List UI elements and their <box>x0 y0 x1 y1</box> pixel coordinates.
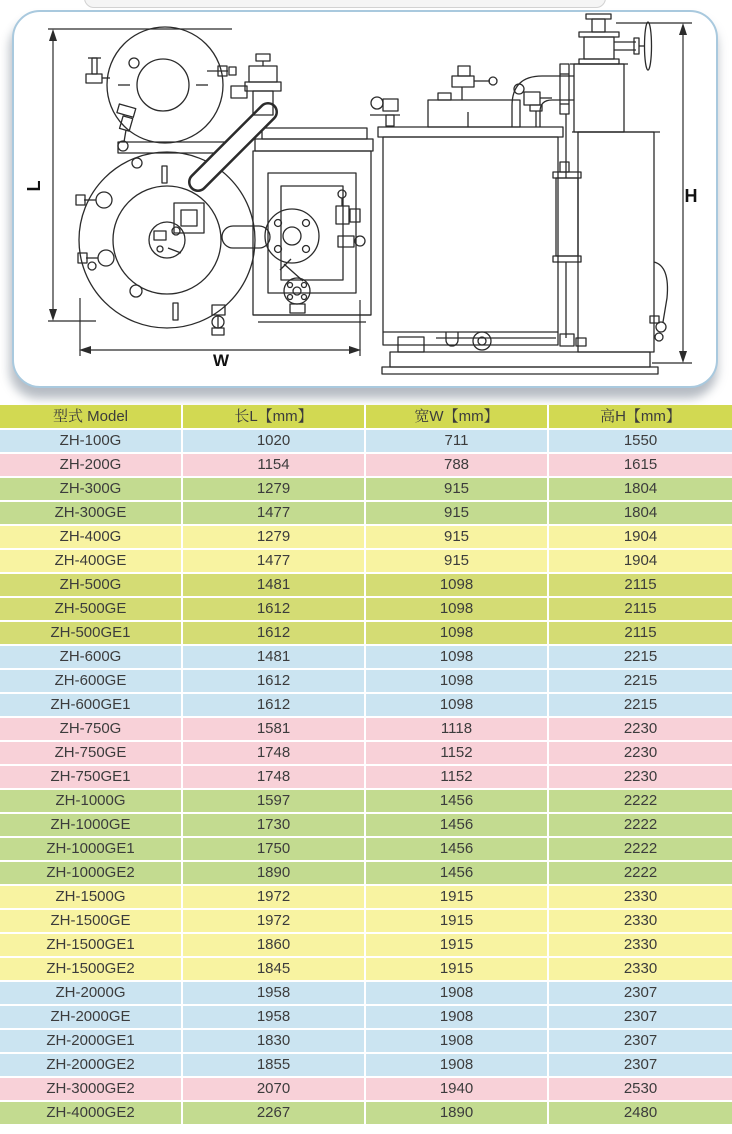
table-row <box>0 790 732 814</box>
model-cell: ZH-2000GE1 <box>0 1030 183 1054</box>
table-row <box>0 502 732 526</box>
length-cell: 1154 <box>183 454 366 478</box>
width-cell: 1908 <box>366 1054 549 1078</box>
length-cell: 1855 <box>183 1054 366 1078</box>
dimension-label-w: W <box>212 351 230 370</box>
length-cell: 1845 <box>183 958 366 982</box>
width-cell: 788 <box>366 454 549 478</box>
table-row <box>0 1078 732 1102</box>
height-cell: 2115 <box>549 622 732 646</box>
table-row <box>0 478 732 502</box>
header-row <box>0 405 732 430</box>
length-cell: 1612 <box>183 622 366 646</box>
side-view-dimensions <box>616 23 698 363</box>
height-cell: 1804 <box>549 478 732 502</box>
model-cell: ZH-4000GE2 <box>0 1102 183 1126</box>
height-cell: 2307 <box>549 1030 732 1054</box>
height-cell: 2222 <box>549 814 732 838</box>
model-cell: ZH-1000GE <box>0 814 183 838</box>
model-cell: ZH-1500GE1 <box>0 934 183 958</box>
model-cell: ZH-1000GE2 <box>0 862 183 886</box>
length-cell: 1972 <box>183 886 366 910</box>
height-cell: 1904 <box>549 550 732 574</box>
length-cell: 1958 <box>183 1006 366 1030</box>
model-cell: ZH-500GE <box>0 598 183 622</box>
model-cell: ZH-750G <box>0 718 183 742</box>
model-cell: ZH-200G <box>0 454 183 478</box>
width-cell: 1908 <box>366 982 549 1006</box>
model-cell: ZH-3000GE2 <box>0 1078 183 1102</box>
spec-table-body <box>0 430 732 1126</box>
model-cell: ZH-100G <box>0 430 183 454</box>
table-row <box>0 982 732 1006</box>
length-cell: 1612 <box>183 694 366 718</box>
table-row <box>0 526 732 550</box>
table-row <box>0 694 732 718</box>
table-row <box>0 454 732 478</box>
model-cell: ZH-2000G <box>0 982 183 1006</box>
width-cell: 1915 <box>366 910 549 934</box>
model-cell: ZH-400GE <box>0 550 183 574</box>
model-cell: ZH-500G <box>0 574 183 598</box>
length-cell: 1279 <box>183 478 366 502</box>
width-cell: 1456 <box>366 862 549 886</box>
model-cell: ZH-1500G <box>0 886 183 910</box>
width-cell: 1908 <box>366 1006 549 1030</box>
table-row <box>0 766 732 790</box>
table-row <box>0 670 732 694</box>
width-cell: 915 <box>366 502 549 526</box>
width-cell: 1890 <box>366 1102 549 1126</box>
model-cell: ZH-750GE1 <box>0 766 183 790</box>
width-cell: 915 <box>366 550 549 574</box>
model-cell: ZH-500GE1 <box>0 622 183 646</box>
length-cell: 1477 <box>183 550 366 574</box>
spec-table-section <box>0 405 732 1126</box>
model-cell: ZH-2000GE2 <box>0 1054 183 1078</box>
model-cell: ZH-1500GE2 <box>0 958 183 982</box>
width-cell: 1940 <box>366 1078 549 1102</box>
height-cell: 2307 <box>549 1006 732 1030</box>
table-row <box>0 958 732 982</box>
length-cell: 1830 <box>183 1030 366 1054</box>
col-header-width: 宽W【mm】 <box>366 405 549 430</box>
height-cell: 2330 <box>549 958 732 982</box>
side-view <box>370 14 667 374</box>
model-cell: ZH-1500GE <box>0 910 183 934</box>
length-cell: 1481 <box>183 646 366 670</box>
col-header-model: 型式 Model <box>0 405 183 430</box>
width-cell: 1118 <box>366 718 549 742</box>
width-cell: 1152 <box>366 742 549 766</box>
width-cell: 1098 <box>366 574 549 598</box>
model-cell: ZH-750GE <box>0 742 183 766</box>
dimension-label-l: L <box>24 180 44 192</box>
height-cell: 2307 <box>549 1054 732 1078</box>
width-cell: 1098 <box>366 670 549 694</box>
table-row <box>0 430 732 454</box>
col-header-length: 长L【mm】 <box>183 405 366 430</box>
table-row <box>0 910 732 934</box>
length-cell: 1750 <box>183 838 366 862</box>
height-cell: 2530 <box>549 1078 732 1102</box>
table-row <box>0 1006 732 1030</box>
width-cell: 1098 <box>366 694 549 718</box>
length-cell: 1860 <box>183 934 366 958</box>
width-cell: 1152 <box>366 766 549 790</box>
table-row <box>0 886 732 910</box>
height-cell: 1550 <box>549 430 732 454</box>
width-cell: 1098 <box>366 646 549 670</box>
width-cell: 711 <box>366 430 549 454</box>
height-cell: 2222 <box>549 862 732 886</box>
height-cell: 2330 <box>549 886 732 910</box>
height-cell: 2330 <box>549 910 732 934</box>
height-cell: 1615 <box>549 454 732 478</box>
boiler-technical-drawing <box>0 0 732 400</box>
front-view <box>76 27 373 335</box>
table-row <box>0 1054 732 1078</box>
width-cell: 915 <box>366 526 549 550</box>
table-row <box>0 598 732 622</box>
length-cell: 1612 <box>183 598 366 622</box>
length-cell: 2070 <box>183 1078 366 1102</box>
dimension-label-h: H <box>684 186 698 206</box>
width-cell: 915 <box>366 478 549 502</box>
width-cell: 1456 <box>366 814 549 838</box>
length-cell: 1730 <box>183 814 366 838</box>
model-cell: ZH-1000GE1 <box>0 838 183 862</box>
width-cell: 1098 <box>366 598 549 622</box>
model-cell: ZH-300G <box>0 478 183 502</box>
height-cell: 2115 <box>549 598 732 622</box>
model-cell: ZH-2000GE <box>0 1006 183 1030</box>
height-cell: 2115 <box>549 574 732 598</box>
length-cell: 1612 <box>183 670 366 694</box>
model-cell: ZH-600GE1 <box>0 694 183 718</box>
length-cell: 1481 <box>183 574 366 598</box>
table-row <box>0 718 732 742</box>
col-header-height: 高H【mm】 <box>549 405 732 430</box>
height-cell: 2215 <box>549 670 732 694</box>
width-cell: 1908 <box>366 1030 549 1054</box>
length-cell: 1477 <box>183 502 366 526</box>
height-cell: 2330 <box>549 934 732 958</box>
height-cell: 2230 <box>549 766 732 790</box>
table-row <box>0 742 732 766</box>
length-cell: 1020 <box>183 430 366 454</box>
length-cell: 1958 <box>183 982 366 1006</box>
length-cell: 1279 <box>183 526 366 550</box>
spec-table <box>0 405 732 1126</box>
table-row <box>0 814 732 838</box>
table-row <box>0 862 732 886</box>
table-row <box>0 646 732 670</box>
front-view-dimensions <box>24 29 361 370</box>
table-row <box>0 1030 732 1054</box>
model-cell: ZH-300GE <box>0 502 183 526</box>
height-cell: 2222 <box>549 838 732 862</box>
length-cell: 1748 <box>183 766 366 790</box>
height-cell: 2215 <box>549 694 732 718</box>
table-row <box>0 838 732 862</box>
height-cell: 2307 <box>549 982 732 1006</box>
height-cell: 2480 <box>549 1102 732 1126</box>
width-cell: 1915 <box>366 886 549 910</box>
model-cell: ZH-400G <box>0 526 183 550</box>
height-cell: 2230 <box>549 718 732 742</box>
width-cell: 1915 <box>366 958 549 982</box>
height-cell: 2230 <box>549 742 732 766</box>
table-row <box>0 934 732 958</box>
length-cell: 1890 <box>183 862 366 886</box>
model-cell: ZH-1000G <box>0 790 183 814</box>
length-cell: 1748 <box>183 742 366 766</box>
length-cell: 2267 <box>183 1102 366 1126</box>
length-cell: 1972 <box>183 910 366 934</box>
table-row <box>0 1102 732 1126</box>
width-cell: 1456 <box>366 838 549 862</box>
table-row <box>0 550 732 574</box>
width-cell: 1915 <box>366 934 549 958</box>
height-cell: 1804 <box>549 502 732 526</box>
length-cell: 1581 <box>183 718 366 742</box>
height-cell: 2222 <box>549 790 732 814</box>
table-row <box>0 574 732 598</box>
model-cell: ZH-600G <box>0 646 183 670</box>
model-cell: ZH-600GE <box>0 670 183 694</box>
table-row <box>0 622 732 646</box>
width-cell: 1098 <box>366 622 549 646</box>
height-cell: 1904 <box>549 526 732 550</box>
length-cell: 1597 <box>183 790 366 814</box>
width-cell: 1456 <box>366 790 549 814</box>
height-cell: 2215 <box>549 646 732 670</box>
